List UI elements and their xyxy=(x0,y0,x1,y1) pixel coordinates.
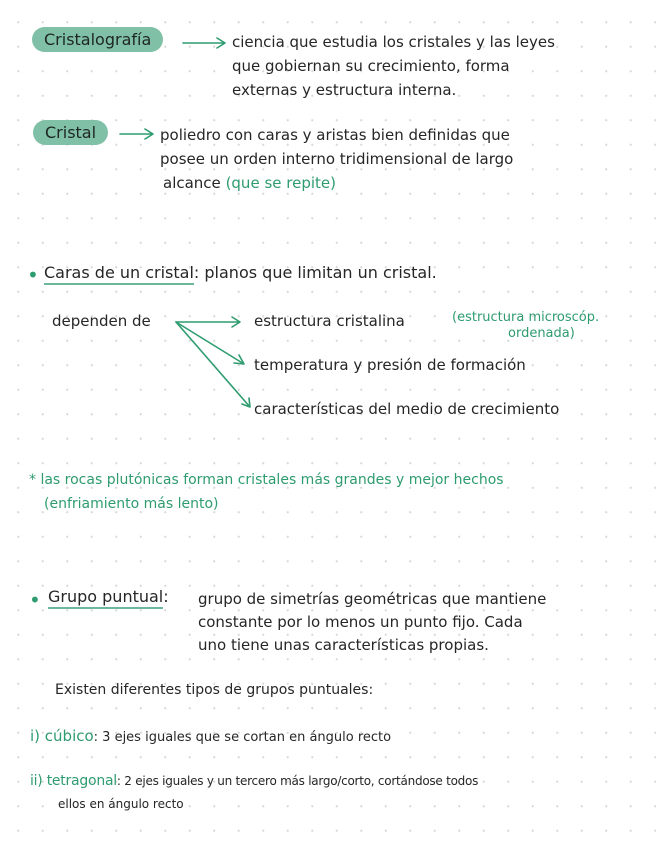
type-tetragonal-desc: : 2 ejes iguales y un tercero más largo/corto, cortándose todos xyxy=(116,774,479,788)
grupo-title: Grupo puntual xyxy=(48,587,163,609)
grupo-colon: : xyxy=(163,587,169,606)
cristal-note: (que se repite) xyxy=(225,174,336,192)
grupo-line-3: uno tiene unas características propias. xyxy=(198,636,489,654)
note-line-1 xyxy=(29,472,504,488)
grupo-line-1: grupo de simetrías geométricas que mantiene xyxy=(198,590,547,608)
type-tetragonal-label: ii) tetragonal xyxy=(30,773,117,789)
type-tetragonal xyxy=(30,773,478,789)
arrow-cristalografia xyxy=(183,38,225,48)
cristal-line-1: poliedro con caras y aristas bien definidas que xyxy=(160,126,510,144)
caras-title: Caras de un cristal xyxy=(44,263,194,285)
cristal-line-3 xyxy=(163,174,336,192)
caras-heading xyxy=(44,263,437,282)
types-intro: Existen diferentes tipos de grupos puntuales: xyxy=(55,682,374,698)
type-cubico-label: i) cúbico xyxy=(30,727,94,745)
arrow-branch-1 xyxy=(176,317,240,327)
cristalografia-line-3: externas y estructura interna. xyxy=(232,81,457,99)
branch-1-label: estructura cristalina xyxy=(254,312,405,330)
bullet-grupo: • xyxy=(29,588,41,612)
arrow-cristal xyxy=(120,129,153,139)
branch-1-note-b: ordenada) xyxy=(508,326,575,341)
type-cubico xyxy=(30,727,391,745)
cristal-alcance: alcance xyxy=(163,174,221,192)
term-cristalografia: Cristalografía xyxy=(32,27,163,52)
bullet-caras: • xyxy=(27,263,39,287)
branch-1-note-a: (estructura microscóp. xyxy=(452,310,600,325)
type-cubico-desc: : 3 ejes iguales que se cortan en ángulo recto xyxy=(93,730,392,745)
note-text-1: las rocas plutónicas forman cristales más grandes y mejor hechos xyxy=(40,472,504,488)
term-cristal: Cristal xyxy=(33,120,108,145)
branch-3-label: características del medio de crecimiento xyxy=(254,400,560,418)
note-line-2: (enfriamiento más lento) xyxy=(44,496,219,512)
arrow-branch-3 xyxy=(176,322,250,407)
cristalografia-line-1: ciencia que estudia los cristales y las leyes xyxy=(232,33,555,51)
grupo-line-2: constante por lo menos un punto fijo. Cada xyxy=(198,613,523,631)
arrow-branch-2 xyxy=(176,322,244,364)
grupo-heading xyxy=(48,587,169,606)
note-star: * xyxy=(29,472,36,488)
cristal-line-2: posee un orden interno tridimensional de largo xyxy=(160,150,514,168)
depend-label: dependen de xyxy=(52,312,151,330)
branch-estructura xyxy=(254,312,405,330)
caras-definition: : planos que limitan un cristal. xyxy=(193,263,437,282)
type-tetragonal-desc-2: ellos en ángulo recto xyxy=(58,797,184,811)
branch-2-label: temperatura y presión de formación xyxy=(254,356,526,374)
cristalografia-line-2: que gobiernan su crecimiento, forma xyxy=(232,57,510,75)
